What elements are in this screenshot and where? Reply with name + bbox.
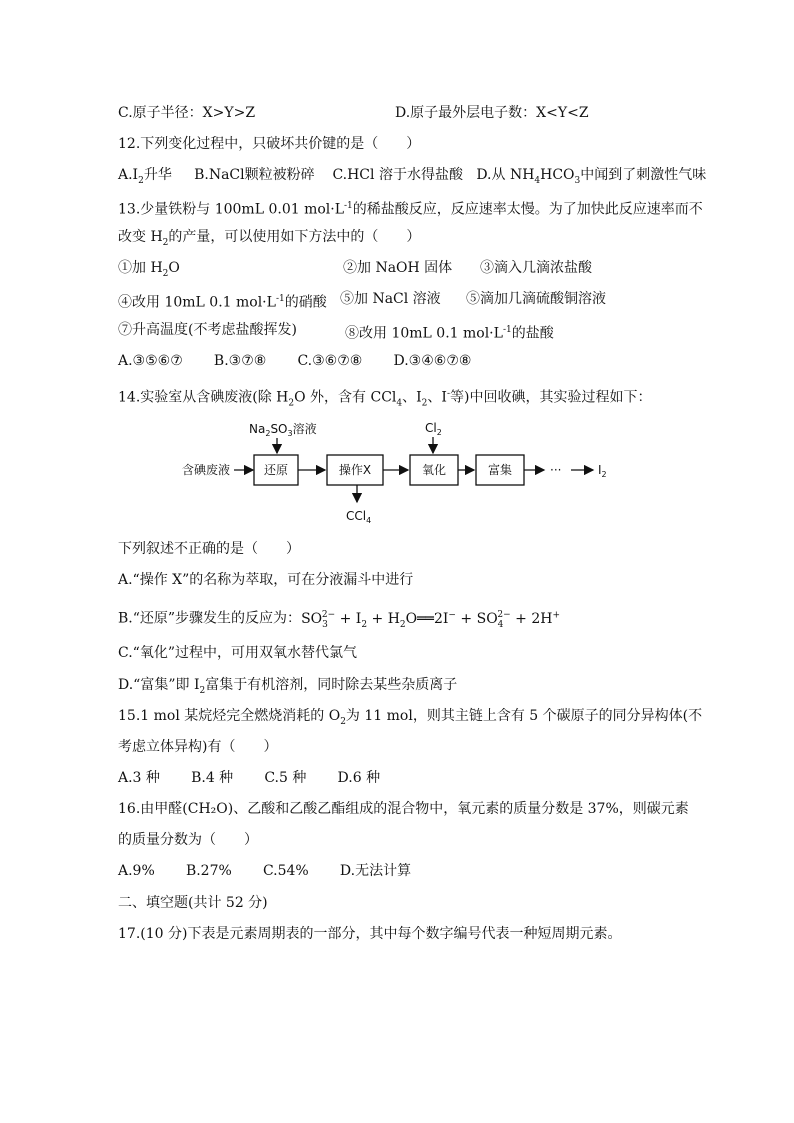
q12-option-c: C.HCl 溶于水得盐酸: [332, 167, 463, 183]
flow-reagent-cl2: $Cl_2$: [425, 421, 442, 437]
q15-stem-line1: 15.1 mol 某烷烃完全燃烧消耗的 $O_2$为 11 mol，则其主链上含有 5 个碳原子的同分异构体(不: [118, 708, 703, 727]
q13-stem-line1: 13.少量铁粉与 100mL 0.01 $mol\cdot L^{-1}$的稀盐酸反应，反应速率太慢。为了加快此反应速率而不: [118, 201, 703, 218]
q13-item-3: ③滴入几滴浓盐酸: [480, 260, 592, 276]
q17-stem: 17.(10 分)下表是元素周期表的一部分，其中每个数字编号代表一种短周期元素。: [118, 926, 622, 942]
q14-option-a: A.“操作 X”的名称为萃取，可在分液漏斗中进行: [118, 572, 414, 588]
q13-item-7: ⑦升高温度(不考虑盐酸挥发): [118, 322, 297, 338]
q16-options: [118, 861, 411, 881]
flow-box-enrich-label: 富集: [487, 463, 513, 477]
q11-option-d: D.原子最外层电子数：X<Y<Z: [395, 105, 589, 121]
q15-stem-line2: 考虑立体异构)有（ ）: [118, 739, 278, 755]
q16-stem-line2: 的质量分数为（ ）: [118, 832, 258, 848]
flow-box-reduce-label: 还原: [263, 463, 289, 477]
flow-output-i2: $I_2$: [598, 463, 607, 479]
q14-option-b: B.“还原”步骤发生的反应为：$SO_3^{2-} + I_2$ + $H_2O══2I^- + SO_4^{2-} + 2H^+$: [118, 610, 560, 630]
q13-item-2: ②加 NaOH 固体: [343, 260, 453, 276]
q15-option-b: B.4 种: [191, 770, 234, 786]
q12-option-b: B.NaCl颗粒被粉碎: [194, 167, 315, 183]
q12-stem: 12.下列变化过程中，只破坏共价键的是（ ）: [118, 136, 421, 152]
q12-option-d: D.从 $NH_4HCO_3$中闻到了刺激性气味: [476, 167, 707, 186]
q16-option-a: A.9%: [118, 863, 155, 879]
q15-option-a: A.3 种: [118, 770, 160, 786]
q14-equation: $SO_3^{2-} + I_2$ + $H_2O══2I^- + SO_4^{2-} + 2H^+$: [301, 610, 560, 630]
q15-option-c: C.5 种: [264, 770, 307, 786]
q13-item-1: ①加 $H_2O$: [118, 260, 180, 279]
flow-dots: ···: [550, 463, 562, 477]
flow-box-oxidize-label: 氧化: [421, 463, 447, 477]
q13-stem-line2: 改变 $H_2$的产量，可以使用如下方法中的（ ）: [118, 229, 421, 248]
q13-item-5: ⑤加 NaCl 溶液: [340, 291, 441, 307]
q13-option-d: D.③④⑥⑦⑧: [393, 353, 472, 369]
flow-box-operation-x-label: 操作X: [338, 463, 372, 477]
q16-stem-line1: 16.由甲醛(CH₂O)、乙酸和乙酸乙酯组成的混合物中，氧元素的质量分数是 37%，则碳元素: [118, 801, 689, 817]
q14-ask: 下列叙述不正确的是（ ）: [118, 541, 300, 557]
q13-option-a: A.③⑤⑥⑦: [118, 353, 183, 369]
section-fill-in-heading: 二、填空题(共计 52 分): [118, 895, 268, 911]
q15-options: [118, 768, 380, 788]
q12-option-a: $A.I_2$升华: [118, 167, 172, 186]
q14-option-c: C.“氧化”过程中，可用双氧水替代氯气: [118, 645, 357, 661]
q13-item-6: ⑤滴加几滴硫酸铜溶液: [466, 291, 606, 307]
flow-input-label: 含碘废液: [182, 463, 231, 477]
q14-option-d: D.“富集”即 $I_2$富集于有机溶剂，同时除去某些杂质离子: [118, 677, 458, 696]
q16-option-b: B.27%: [185, 863, 232, 879]
q13-item-4: ④改用 10mL 0.1 $mol\cdot L^{-1}$的硝酸: [118, 294, 327, 311]
flow-reagent-na2so3: $Na_2SO_3$溶液: [249, 422, 317, 438]
q16-option-d: D.无法计算: [339, 863, 412, 879]
q13-item-8: ⑧改用 10mL 0.1 $mol\cdot L^{-1}$的盐酸: [345, 325, 554, 342]
q16-option-c: C.54%: [262, 863, 309, 879]
q14-stem: 14.实验室从含碘废液(除 $H_2O$ 外，含有 CCl$_4$、$I_2$、I-等)中回收碘，其实验过程如下：: [118, 389, 652, 409]
q15-option-d: D.6 种: [337, 770, 381, 786]
q11-option-c: C.原子半径：X>Y>Z: [118, 105, 256, 121]
flow-output-ccl4: CCl$_4$: [346, 509, 372, 525]
q13-option-c: C.③⑥⑦⑧: [297, 353, 363, 369]
q13-option-b: B.③⑦⑧: [213, 353, 267, 369]
